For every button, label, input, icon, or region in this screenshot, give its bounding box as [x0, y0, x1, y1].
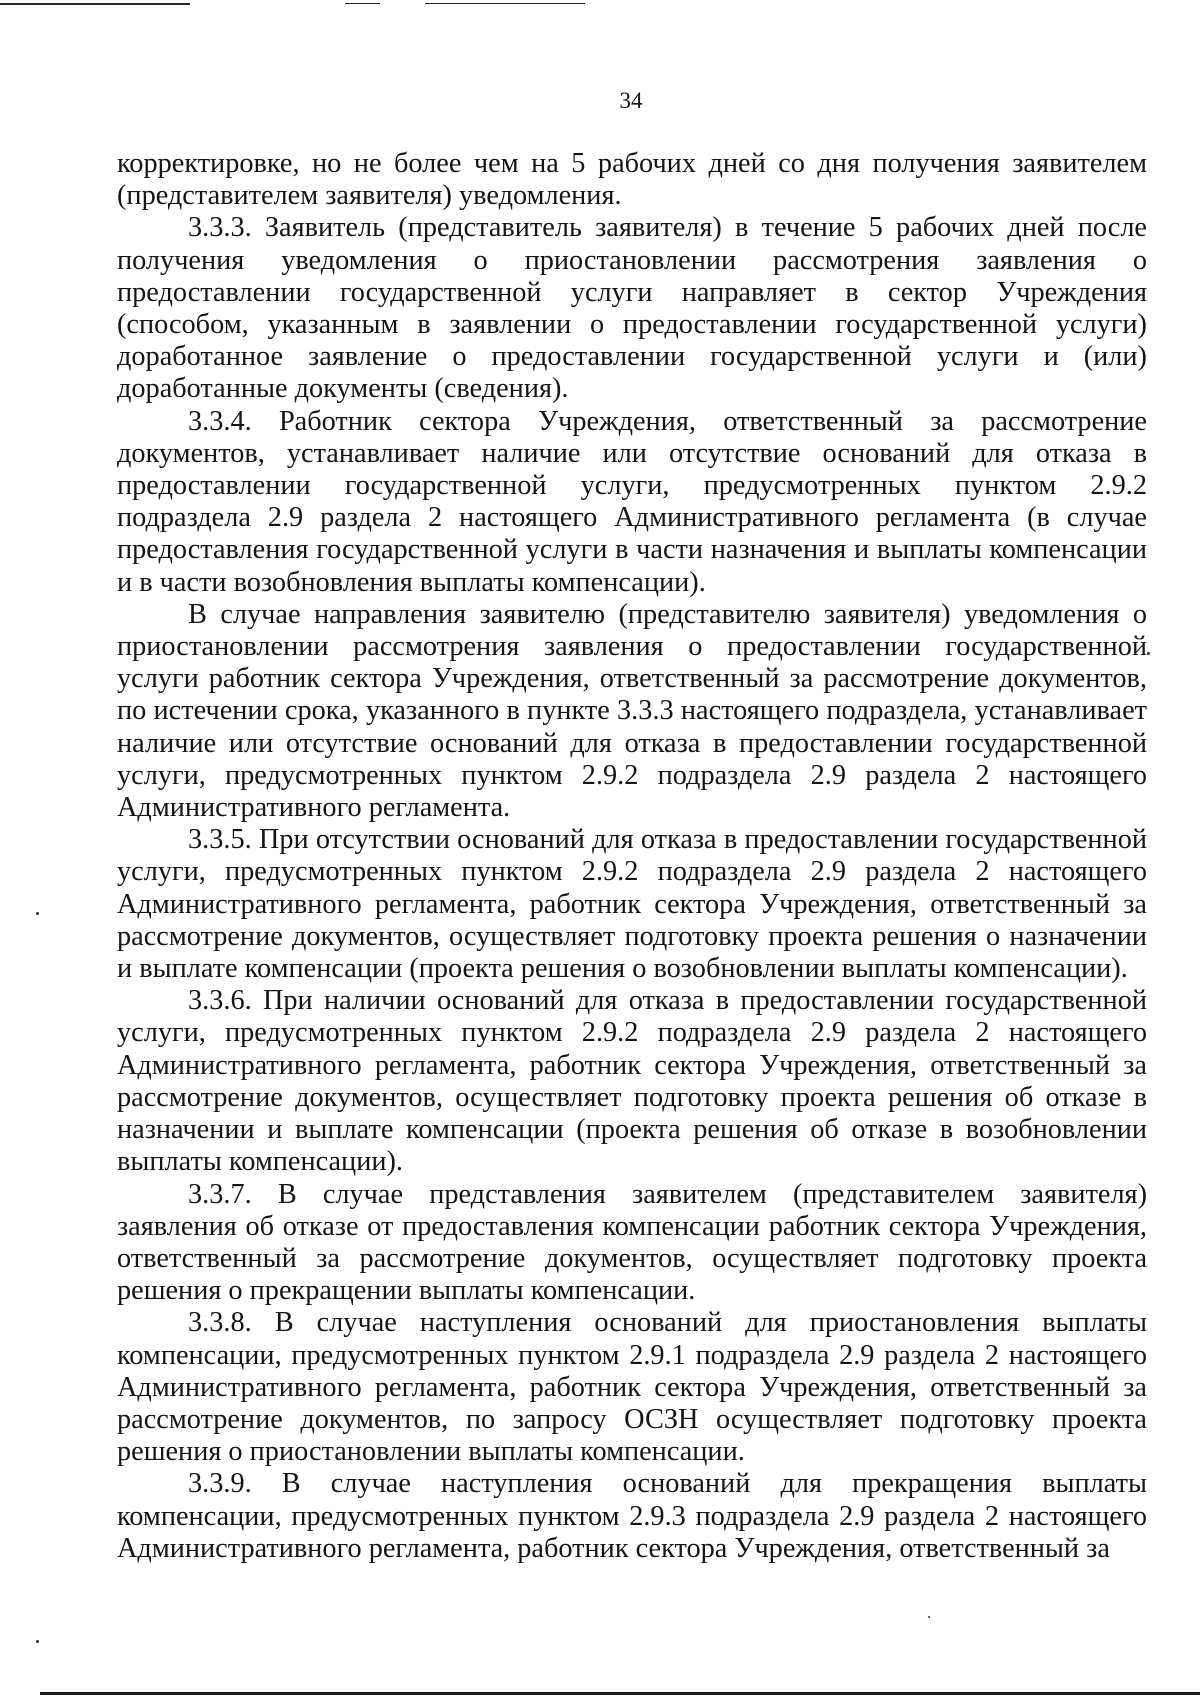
paragraph-3-3-3: 3.3.3. Заявитель (представитель заявителя) в течение 5 рабочих дней после получения уведомления о приостановлении рассмотрения заявления о предоставлении государственной услуги направляет в сектор Учреждения (способом, указанным в заявлении о предоставлении государственной услуги) доработанное заявление о предоставлении государственной услуги и (или) доработанные документы (сведения). — [117, 212, 1147, 405]
page-number: 34 — [619, 88, 643, 113]
paragraph-3-3-9: 3.3.9. В случае наступления оснований для прекращения выплаты компенсации, предусмотренных пунктом 2.9.3 подраздела 2.9 раздела 2 настоящего Административного регламента, работник сектора Учреждения, ответственный за — [117, 1468, 1147, 1564]
paragraph-3-3-8: 3.3.8. В случае наступления оснований для приостановления выплаты компенсации, предусмотренных пунктом 2.9.1 подраздела 2.9 раздела 2 настоящего Административного регламента, работник сектора Учреждения, ответственный за рассмотрение документов, по запросу ОСЗН осуществляет подготовку проекта решения о приостановлении выплаты компенсации. — [117, 1307, 1147, 1468]
document-body — [117, 148, 1147, 1565]
scan-speck — [36, 1640, 39, 1643]
top-scan-line-1 — [0, 3, 190, 5]
paragraph-3-3-7: 3.3.7. В случае представления заявителем (представителем заявителя) заявления об отказе от предоставления компенсации работник сектора Учреждения, ответственный за рассмотрение документов, осуществляет подготовку проекта решения о прекращении выплаты компенсации. — [117, 1178, 1147, 1307]
scan-speck — [36, 912, 39, 915]
paragraph-3-3-4: 3.3.4. Работник сектора Учреждения, ответственный за рассмотрение документов, устанавливает наличие или отсутствие оснований для отказа в предоставлении государственной услуги, предусмотренных пунктом 2.9.2 подраздела 2.9 раздела 2 настоящего Административного регламента (в случае предоставления государственной услуги в части назначения и выплаты компенсации и в части возобновления выплаты компенсации). — [117, 405, 1147, 598]
paragraph-3-3-6: 3.3.6. При наличии оснований для отказа в предоставлении государственной услуги, предусмотренных пунктом 2.9.2 подраздела 2.9 раздела 2 настоящего Административного регламента, работник сектора Учреждения, ответственный за рассмотрение документов, осуществляет подготовку проекта решения об отказе в назначении и выплате компенсации (проекта решения об отказе в возобновлении выплаты компенсации). — [117, 985, 1147, 1178]
paragraph-3-3-5: 3.3.5. При отсутствии оснований для отказа в предоставлении государственной услуги, предусмотренных пунктом 2.9.2 подраздела 2.9 раздела 2 настоящего Административного регламента, работник сектора Учреждения, ответственный за рассмотрение документов, осуществляет подготовку проекта решения о назначении и выплате компенсации (проекта решения о возобновлении выплаты компенсации). — [117, 824, 1147, 985]
bottom-scan-edge — [40, 1692, 1200, 1695]
top-scan-line-3 — [425, 3, 585, 4]
paragraph-3-3-4-continued: В случае направления заявителю (представителю заявителя) уведомления о приостановлении рассмотрения заявления о предоставлении государственной услуги работник сектора Учреждения, ответственный за рассмотрение документов, по истечении срока, указанного в пункте 3.3.3 настоящего подраздела, устанавливает наличие или отсутствие оснований для отказа в предоставлении государственной услуги, предусмотренных пунктом 2.9.2 подраздела 2.9 раздела 2 настоящего Административного регламента. — [117, 598, 1147, 824]
top-scan-line-2 — [345, 3, 380, 4]
paragraph-continuation: корректировке, но не более чем на 5 рабочих дней со дня получения заявителем (представителем заявителя) уведомления. — [117, 148, 1147, 212]
scan-speck — [1147, 652, 1150, 655]
scan-speck — [928, 1616, 930, 1618]
